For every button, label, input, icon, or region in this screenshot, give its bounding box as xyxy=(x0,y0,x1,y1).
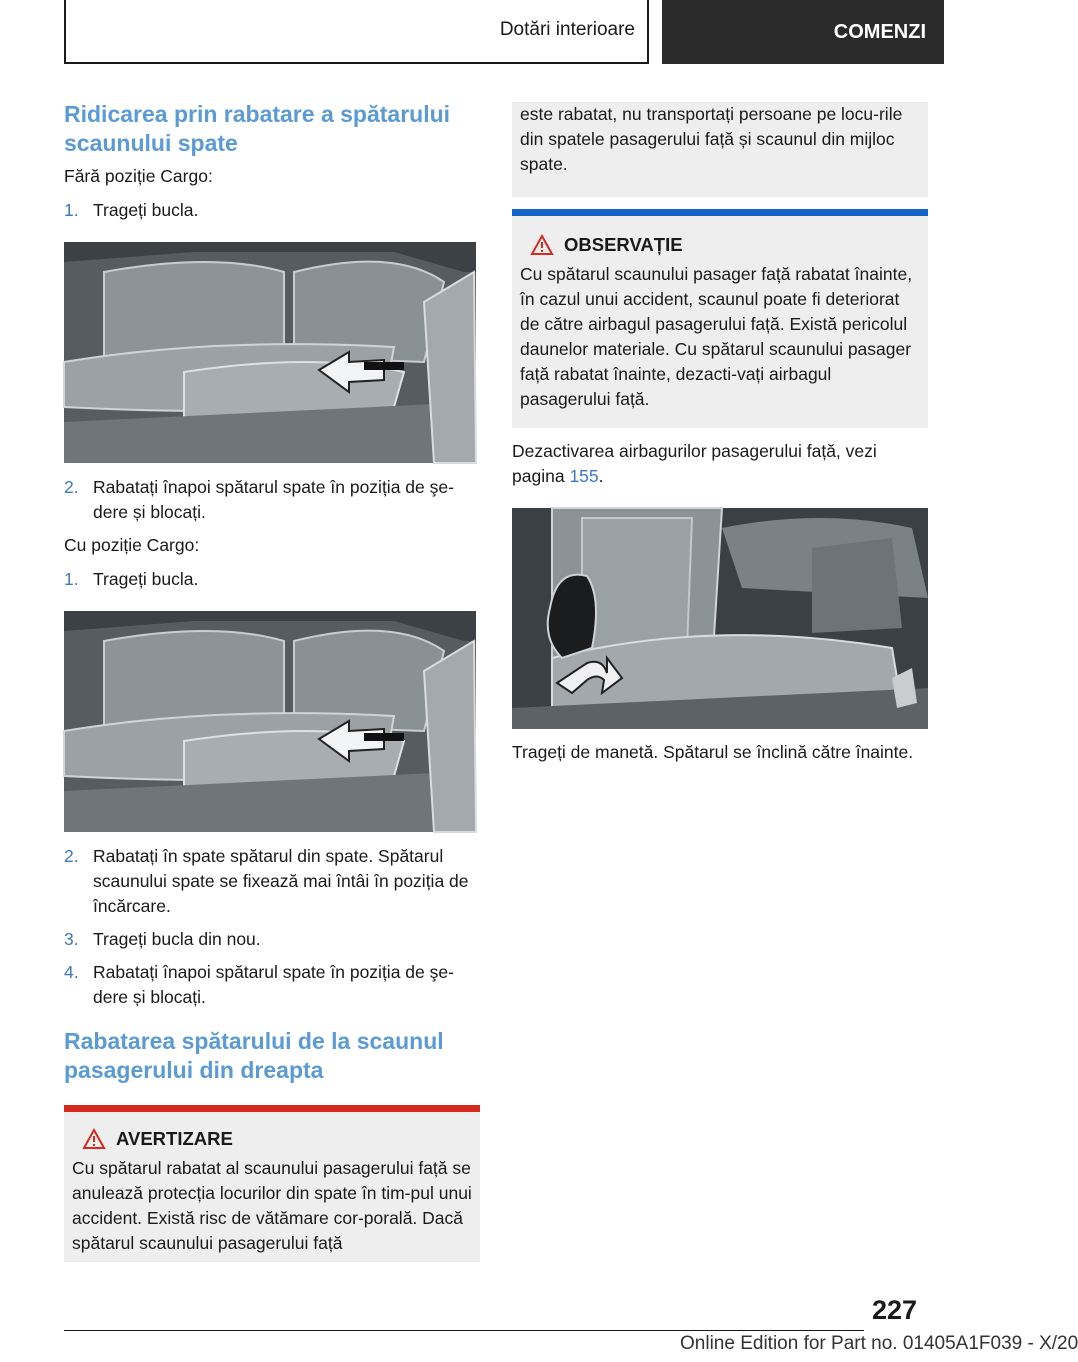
note-text: Cu spătarul scaunului pasager față rabatat înainte, în cazul unui accident, scaunul poate fi deteriorat de către airbagul pasagerului față. Există pericolul daunelor materiale. Cu spătarul scaunului pasager față rabatat înainte, dezacti-vați airbagul pasagerului față. xyxy=(520,264,913,409)
rear-seat-loop-illustration xyxy=(64,242,476,463)
list-item xyxy=(64,567,480,592)
note-bar xyxy=(512,209,928,216)
warning-text: Cu spătarul rabatat al scaunului pasagerului față se anulează protecția locurilor din spate în tim-pul unui accident. Există risc de vătămare cor-porală. Dacă spătarul scaunului pasagerului față xyxy=(72,1158,472,1253)
rear-seat-cargo-illustration xyxy=(64,611,476,832)
rear-seat-drawing xyxy=(64,242,476,463)
subhead-no-cargo: Fără poziție Cargo: xyxy=(64,166,213,186)
warning-box xyxy=(64,1105,480,1262)
header-chapter-tab[interactable]: COMENZI xyxy=(662,0,944,64)
step-number: 3. xyxy=(64,929,79,949)
step-text: Trageți bucla din nou. xyxy=(93,929,261,949)
list-item xyxy=(64,844,480,919)
step-text: Rabatați în spate spătarul din spate. Spătarul scaunului spate se fixează mai întâi în poziția de încărcare. xyxy=(93,846,469,916)
warning-bar xyxy=(64,1105,480,1112)
reference-end: . xyxy=(598,466,604,486)
warning-title-row xyxy=(72,1128,472,1150)
warning-title: AVERTIZARE xyxy=(116,1128,233,1149)
list-item xyxy=(64,475,480,525)
note-box xyxy=(512,209,928,428)
list-item xyxy=(64,960,480,1010)
note-title: OBSERVAȚIE xyxy=(564,234,683,255)
caution-triangle-icon xyxy=(530,234,554,256)
step-number: 1. xyxy=(64,569,79,589)
step-number: 1. xyxy=(64,200,79,220)
header-section-title[interactable]: Dotări interioare xyxy=(499,19,635,40)
right-column xyxy=(512,102,928,765)
footer-edition: Online Edition for Part no. 01405A1F039 - X/20 xyxy=(680,1333,1078,1354)
step-number: 4. xyxy=(64,962,79,982)
warning-triangle-icon xyxy=(82,1128,106,1150)
warning-text-continued: este rabatat, nu transportați persoane pe locu-rile din spatele pasagerului față și scaunul din mijloc spate. xyxy=(520,104,903,174)
step-text: Rabatați înapoi spătarul spate în poziția de şe-dere și blocați. xyxy=(93,477,454,522)
page-155-link[interactable]: 155 xyxy=(569,466,599,486)
step-number: 2. xyxy=(64,846,79,866)
front-seat-drawing xyxy=(512,508,928,729)
left-column xyxy=(64,100,480,1262)
front-seat-lever-illustration xyxy=(512,508,928,729)
warning-box-continued xyxy=(512,102,928,197)
footer-divider xyxy=(64,1330,864,1331)
step-text: Trageți bucla. xyxy=(93,569,199,589)
rear-seat-cargo-drawing xyxy=(64,611,476,832)
list-item xyxy=(64,927,480,952)
reference-text: Dezactivarea airbagurilor pasagerului față, vezi pagina xyxy=(512,441,877,486)
list-item xyxy=(64,198,480,223)
step-text: Trageți bucla. xyxy=(93,200,199,220)
heading-passenger-backrest: Rabatarea spătarului de la scaunul pasagerului din dreapta xyxy=(64,1028,444,1083)
note-title-row xyxy=(520,234,920,256)
page-number: 227 xyxy=(872,1295,918,1325)
subhead-with-cargo: Cu poziție Cargo: xyxy=(64,535,200,555)
lever-instruction: Trageți de manetă. Spătarul se înclină către înainte. xyxy=(512,742,914,762)
heading-rear-backrest: Ridicarea prin rabatare a spătarului scaunului spate xyxy=(64,101,451,156)
airbag-reference xyxy=(512,439,928,489)
step-number: 2. xyxy=(64,477,79,497)
step-text: Rabatați înapoi spătarul spate în poziția de şe-dere și blocați. xyxy=(93,962,454,1007)
